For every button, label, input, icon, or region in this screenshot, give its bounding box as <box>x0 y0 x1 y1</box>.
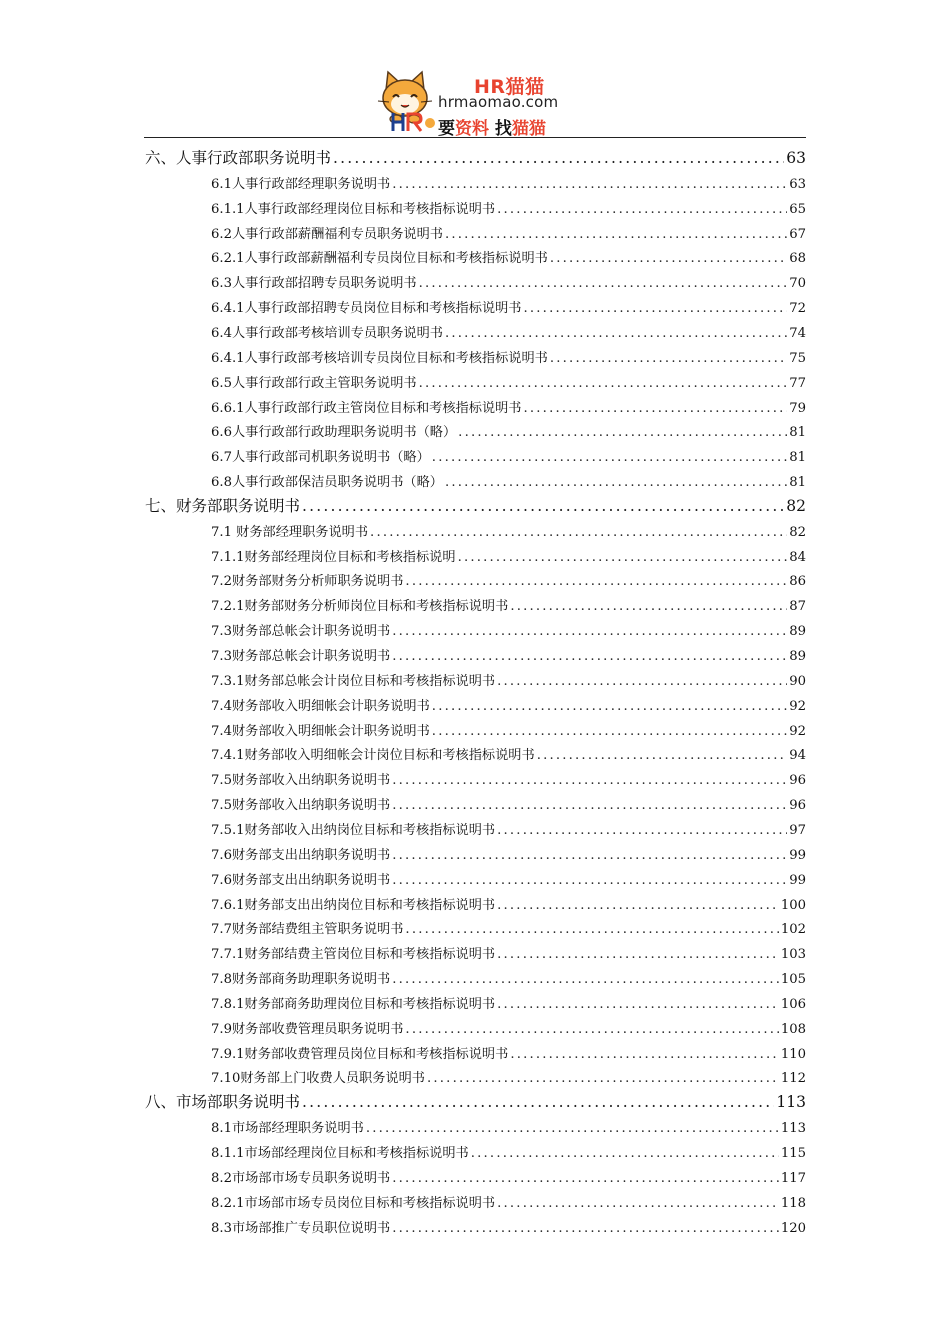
toc-leader-dots <box>510 599 787 614</box>
toc-entry-title: 8.1.1市场部经理岗位目标和考核指标说明书 <box>211 1146 469 1161</box>
toc-section-entry[interactable] <box>211 670 806 690</box>
slogan-part: 要 <box>438 119 455 139</box>
toc-section-entry[interactable] <box>211 1117 806 1137</box>
toc-entry-title: 6.1.1人事行政部经理岗位目标和考核指标说明书 <box>211 201 496 217</box>
toc-section-entry[interactable] <box>211 620 806 640</box>
toc-section-entry[interactable] <box>211 645 806 665</box>
toc-entry-title: 7.9财务部收费管理员职务说明书 <box>211 1021 404 1037</box>
toc-section-entry[interactable] <box>211 322 806 342</box>
toc-entry-title: 6.4.1人事行政部考核培训专员岗位目标和考核指标说明书 <box>211 350 548 366</box>
toc-page-number: 81 <box>789 425 806 441</box>
toc-entry-title: 7.1.1财务部经理岗位目标和考核指标说明 <box>211 549 456 565</box>
toc-leader-dots <box>427 1071 779 1086</box>
toc-page-number: 89 <box>789 624 806 640</box>
toc-page-number: 86 <box>789 574 806 590</box>
toc-page-number: 102 <box>780 922 806 938</box>
header-divider <box>144 137 806 138</box>
toc-page-number: 75 <box>789 350 806 366</box>
toc-entry-title: 7.5财务部收入出纳职务说明书 <box>211 798 391 814</box>
toc-leader-dots <box>497 1196 779 1211</box>
toc-entry-title: 7.8.1财务部商务助理岗位目标和考核指标说明书 <box>211 996 496 1012</box>
toc-section-entry[interactable] <box>211 1018 806 1038</box>
toc-page-number: 96 <box>789 773 806 789</box>
toc-leader-dots <box>405 1022 778 1037</box>
slogan-part: 猫猫 <box>511 119 546 139</box>
toc-page-number: 72 <box>789 301 806 317</box>
toc-leader-dots <box>432 450 787 465</box>
toc-entry-title: 七、财务部职务说明书 <box>145 496 301 515</box>
toc-leader-dots <box>392 624 787 639</box>
toc-section-entry[interactable] <box>211 173 806 193</box>
toc-entry-title: 7.5.1财务部收入出纳岗位目标和考核指标说明书 <box>211 822 496 838</box>
toc-page-number: 67 <box>789 226 806 242</box>
toc-entry-title: 6.6人事行政部行政助理职务说明书（略） <box>211 425 457 441</box>
brand-url: hrmaomao.com <box>438 93 559 111</box>
toc-leader-dots <box>302 1093 774 1111</box>
toc-entry-title: 7.2财务部财务分析师职务说明书 <box>211 574 404 590</box>
toc-page-number: 74 <box>789 325 806 341</box>
toc-entry-title: 六、人事行政部职务说明书 <box>145 149 332 167</box>
toc-entry-title: 7.6.1财务部支出出纳岗位目标和考核指标说明书 <box>211 897 496 913</box>
toc-leader-dots <box>392 649 787 664</box>
toc-entry-title: 6.3人事行政部招聘专员职务说明书 <box>211 276 417 292</box>
toc-section-entry[interactable] <box>211 471 806 491</box>
toc-section-entry[interactable] <box>211 272 806 292</box>
toc-section-entry[interactable] <box>211 1142 806 1162</box>
toc-section-entry[interactable] <box>211 397 806 417</box>
toc-leader-dots <box>392 798 787 813</box>
toc-leader-dots <box>405 574 787 589</box>
toc-leader-dots <box>370 525 787 540</box>
toc-entry-title: 6.4人事行政部考核培训专员职务说明书 <box>211 325 443 341</box>
toc-leader-dots <box>550 351 787 366</box>
toc-entry-title: 7.4财务部收入明细帐会计职务说明书 <box>211 698 430 714</box>
toc-section-entry[interactable] <box>211 968 806 988</box>
brand-name: HR猫猫 <box>474 76 545 98</box>
toc-page-number: 112 <box>780 1071 806 1087</box>
toc-section-entry[interactable] <box>211 1217 806 1237</box>
toc-leader-dots <box>471 1146 779 1161</box>
toc-entry-title: 7.3财务部总帐会计职务说明书 <box>211 649 391 664</box>
toc-leader-dots <box>458 425 787 440</box>
toc-section-entry[interactable] <box>211 546 806 566</box>
toc-chapter-entry[interactable] <box>145 146 806 168</box>
toc-leader-dots <box>392 848 787 863</box>
toc-section-entry[interactable] <box>211 869 806 889</box>
toc-entry-title: 7.6财务部支出出纳职务说明书 <box>211 872 391 888</box>
toc-page-number: 87 <box>789 599 806 615</box>
toc-page-number: 99 <box>789 872 806 888</box>
toc-entry-title: 6.4.1人事行政部招聘专员岗位目标和考核指标说明书 <box>211 301 522 317</box>
toc-entry-title: 6.5人事行政部行政主管职务说明书 <box>211 375 417 391</box>
toc-section-entry[interactable] <box>211 794 806 814</box>
toc-section-entry[interactable] <box>211 372 806 392</box>
toc-page-number: 63 <box>786 149 806 167</box>
toc-leader-dots <box>419 276 788 291</box>
toc-section-entry[interactable] <box>211 595 806 615</box>
toc-page-number: 68 <box>789 251 806 267</box>
slogan-part: 找 <box>489 119 512 139</box>
toc-section-entry[interactable] <box>211 943 806 963</box>
toc-leader-dots <box>405 922 778 937</box>
toc-leader-dots <box>497 674 787 689</box>
toc-page-number: 82 <box>786 496 806 515</box>
toc-section-entry[interactable] <box>211 769 806 789</box>
toc-page-number: 94 <box>789 748 806 764</box>
toc-entry-title: 7.3财务部总帐会计职务说明书 <box>211 624 391 640</box>
page-header <box>144 66 806 140</box>
toc-entry-title: 6.6.1人事行政部行政主管岗位目标和考核指标说明书 <box>211 400 522 416</box>
toc-page-number: 81 <box>789 475 806 491</box>
toc-entry-title: 6.8人事行政部保洁员职务说明书（略） <box>211 475 443 491</box>
toc-page-number: 63 <box>789 176 806 192</box>
toc-page-number: 113 <box>776 1093 806 1112</box>
toc-section-entry[interactable] <box>211 421 806 441</box>
toc-entry-title: 8.1市场部经理职务说明书 <box>211 1121 364 1137</box>
toc-page-number: 110 <box>780 1046 806 1062</box>
toc-entry-title: 8.2市场部市场专员职务说明书 <box>211 1170 391 1186</box>
toc-section-entry[interactable] <box>211 1043 806 1063</box>
toc-page-number: 82 <box>789 524 806 540</box>
toc-leader-dots <box>497 947 779 962</box>
toc-page-number: 97 <box>789 822 806 838</box>
toc-leader-dots <box>333 149 784 167</box>
toc-page-number: 89 <box>789 649 806 664</box>
toc-entry-title: 7.3.1财务部总帐会计岗位目标和考核指标说明书 <box>211 673 496 689</box>
toc-leader-dots <box>497 202 787 217</box>
toc-page-number: 113 <box>780 1121 806 1137</box>
toc-entry-title: 7.7财务部结费组主管职务说明书 <box>211 922 404 938</box>
toc-page-number: 120 <box>780 1220 806 1236</box>
toc-entry-title: 7.9.1财务部收费管理员岗位目标和考核指标说明书 <box>211 1046 509 1062</box>
toc-page-number: 70 <box>789 276 806 292</box>
toc-leader-dots <box>537 748 788 763</box>
toc-page-number: 108 <box>780 1021 806 1037</box>
toc-section-entry[interactable] <box>211 521 806 541</box>
toc-section-entry[interactable] <box>211 297 806 317</box>
toc-leader-dots <box>302 497 784 515</box>
toc-chapter-entry[interactable] <box>145 494 806 516</box>
toc-page-number: 84 <box>789 549 806 565</box>
toc-leader-dots <box>392 972 779 987</box>
toc-page-number: 65 <box>789 201 806 217</box>
toc-entry-title: 7.8财务部商务助理职务说明书 <box>211 972 391 988</box>
toc-page-number: 92 <box>789 723 806 739</box>
toc-entry-title: 八、市场部职务说明书 <box>145 1093 301 1112</box>
toc-chapter-entry[interactable] <box>145 1090 806 1112</box>
toc-page-number: 105 <box>780 972 806 988</box>
toc-entry-title: 7.7.1财务部结费主管岗位目标和考核指标说明书 <box>211 947 496 963</box>
toc-page-number: 92 <box>789 698 806 714</box>
toc-section-entry[interactable] <box>211 720 806 740</box>
toc-entry-title: 7.4.1财务部收入明细帐会计岗位目标和考核指标说明书 <box>211 748 535 764</box>
toc-entry-title: 6.2.1人事行政部薪酬福利专员岗位目标和考核指标说明书 <box>211 251 548 267</box>
toc-page-number: 117 <box>780 1170 806 1186</box>
toc-section-entry[interactable] <box>211 247 806 267</box>
toc-entry-title: 6.7人事行政部司机职务说明书（略） <box>211 450 430 466</box>
toc-page-number: 100 <box>780 897 806 913</box>
toc-leader-dots <box>392 873 787 888</box>
toc-entry-title: 7.10财务部上门收费人员职务说明书 <box>211 1071 425 1087</box>
toc-entry-title: 7.5财务部收入出纳职务说明书 <box>211 773 391 789</box>
toc-leader-dots <box>432 699 787 714</box>
toc-page-number: 79 <box>789 400 806 416</box>
toc-leader-dots <box>510 1047 779 1062</box>
toc-leader-dots <box>445 326 787 341</box>
toc-leader-dots <box>458 550 788 565</box>
toc-page-number: 81 <box>789 450 806 466</box>
toc-section-entry[interactable] <box>211 744 806 764</box>
hr-logo-icon <box>390 110 436 134</box>
toc-entry-title: 6.2人事行政部薪酬福利专员职务说明书 <box>211 226 443 242</box>
toc-page-number: 99 <box>789 847 806 863</box>
toc-leader-dots <box>497 997 779 1012</box>
toc-section-entry[interactable] <box>211 1192 806 1212</box>
toc-entry-title: 7.2.1财务部财务分析师岗位目标和考核指标说明书 <box>211 599 509 615</box>
toc-leader-dots <box>419 376 788 391</box>
toc-section-entry[interactable] <box>211 918 806 938</box>
slogan-part: 资料 <box>455 119 489 139</box>
toc-entry-title: 7.1 财务部经理职务说明书 <box>211 524 369 540</box>
toc-page-number: 90 <box>789 673 806 689</box>
toc-section-entry[interactable] <box>211 446 806 466</box>
toc-section-entry[interactable] <box>211 223 806 243</box>
toc-page-number: 96 <box>789 798 806 814</box>
toc-section-entry[interactable] <box>211 993 806 1013</box>
toc-page-number: 103 <box>780 947 806 963</box>
toc-leader-dots <box>392 773 787 788</box>
toc-entry-title: 6.1人事行政部经理职务说明书 <box>211 176 391 192</box>
toc-page-number: 77 <box>789 375 806 391</box>
toc-leader-dots <box>524 301 788 316</box>
toc-section-entry[interactable] <box>211 347 806 367</box>
toc-section-entry[interactable] <box>211 894 806 914</box>
toc-leader-dots <box>392 177 787 192</box>
toc-section-entry[interactable] <box>211 844 806 864</box>
toc-leader-dots <box>497 898 779 913</box>
toc-leader-dots <box>524 401 788 416</box>
toc-leader-dots <box>497 823 787 838</box>
toc-page-number: 106 <box>780 996 806 1012</box>
toc-entry-title: 8.3市场部推广专员职位说明书 <box>211 1220 391 1236</box>
toc-section-entry[interactable] <box>211 1167 806 1187</box>
toc-section-entry[interactable] <box>211 198 806 218</box>
toc-section-entry[interactable] <box>211 570 806 590</box>
toc-leader-dots <box>445 227 787 242</box>
toc-page-number: 115 <box>780 1146 806 1161</box>
toc-section-entry[interactable] <box>211 695 806 715</box>
toc-leader-dots <box>392 1221 779 1236</box>
toc-entry-title: 7.4财务部收入明细帐会计职务说明书 <box>211 723 430 739</box>
toc-leader-dots <box>445 475 787 490</box>
toc-entry-title: 8.2.1市场部市场专员岗位目标和考核指标说明书 <box>211 1195 496 1211</box>
toc-leader-dots <box>392 1171 779 1186</box>
toc-section-entry[interactable] <box>211 819 806 839</box>
toc-leader-dots <box>366 1121 779 1136</box>
toc-leader-dots <box>550 251 787 266</box>
toc-entry-title: 7.6财务部支出出纳职务说明书 <box>211 847 391 863</box>
toc-section-entry[interactable] <box>211 1067 806 1087</box>
slogan <box>438 114 546 139</box>
toc-page-number: 118 <box>780 1195 806 1211</box>
toc-leader-dots <box>432 724 787 739</box>
